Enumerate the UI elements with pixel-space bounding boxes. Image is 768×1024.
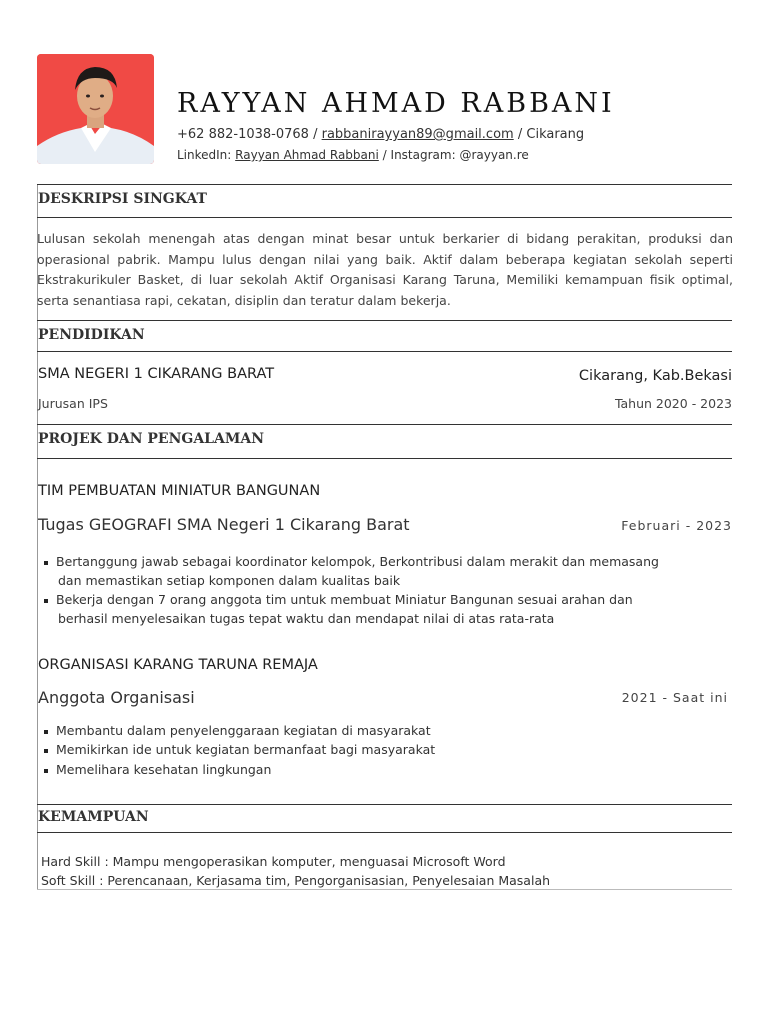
social-line: LinkedIn: Rayyan Ahmad Rabbani / Instagram: @rayyan.re <box>177 148 529 162</box>
project-heading: ORGANISASI KARANG TARUNA REMAJA <box>38 657 318 673</box>
major: Jurusan IPS <box>38 396 108 411</box>
soft-skill: Soft Skill : Perencanaan, Kerjasama tim, Pengorganisasian, Penyelesaian Masalah <box>41 873 551 888</box>
school-location: Cikarang, Kab.Bekasi <box>578 368 732 384</box>
list-item: Memikirkan ide untuk kegiatan bermanfaat bagi masyarakat <box>44 740 435 759</box>
project-role: Anggota Organisasi <box>38 688 195 707</box>
profile-photo <box>37 54 154 164</box>
list-item: Memelihara kesehatan lingkungan <box>44 760 271 779</box>
summary-text: Lulusan sekolah menengah atas dengan minat besar untuk berkarier di bidang perakitan, produksi dan operasional pabrik. Mampu lulus dengan nilai yang baik. Aktif dalam beberapa kegiatan sekolah seperti Ekstrakurikuler Basket, di luar sekolah Aktif Organisasi Karang Taruna, Memiliki kemampuan fisik optimal, serta senantiasa rapi, cekatan, disiplin dan teratur dalam bekerja. <box>37 231 733 308</box>
instagram-handle: @rayyan.re <box>459 148 529 162</box>
divider <box>37 351 732 352</box>
phone-number: +62 882-1038-0768 <box>177 127 309 142</box>
divider <box>37 320 732 321</box>
project-heading: TIM PEMBUATAN MINIATUR BANGUNAN <box>38 483 321 499</box>
divider <box>37 424 732 425</box>
project-date: 2021 - Saat ini <box>621 690 728 705</box>
school-name: SMA NEGERI 1 CIKARANG BARAT <box>38 366 275 382</box>
section-title-projects: PROJEK DAN PENGALAMAN <box>38 431 265 447</box>
project-date: Februari - 2023 <box>621 518 732 533</box>
section-title-summary: DESKRIPSI SINGKAT <box>38 191 207 207</box>
section-title-skills: KEMAMPUAN <box>38 809 149 825</box>
list-item: Bertanggung jawab sebagai koordinator kelompok, Berkontribusi dalam merakit dan memasang <box>44 552 659 571</box>
linkedin-link[interactable]: Rayyan Ahmad Rabbani <box>235 148 379 162</box>
project-role: Tugas GEOGRAFI SMA Negeri 1 Cikarang Barat <box>38 515 410 534</box>
divider <box>37 832 732 833</box>
divider <box>37 804 732 805</box>
list-item-continuation: dan memastikan setiap komponen dalam kualitas baik <box>58 573 401 588</box>
divider <box>37 217 732 218</box>
section-title-education: PENDIDIKAN <box>38 327 145 343</box>
divider <box>37 889 732 890</box>
list-item: Bekerja dengan 7 orang anggota tim untuk membuat Miniatur Bangunan sesuai arahan dan <box>44 590 633 609</box>
contact-line: +62 882-1038-0768 / rabbanirayyan89@gmail.com / Cikarang <box>177 127 585 142</box>
candidate-name: RAYYAN AHMAD RABBANI <box>177 88 615 119</box>
list-item: Membantu dalam penyelenggaraan kegiatan di masyarakat <box>44 721 431 740</box>
divider <box>37 184 732 185</box>
hard-skill: Hard Skill : Mampu mengoperasikan komputer, menguasai Microsoft Word <box>41 854 506 869</box>
education-years: Tahun 2020 - 2023 <box>614 396 732 411</box>
email-link[interactable]: rabbanirayyan89@gmail.com <box>321 127 514 142</box>
city: Cikarang <box>526 127 585 142</box>
divider <box>37 458 732 459</box>
list-item-continuation: berhasil menyelesaikan tugas tepat waktu dan mendapat nilai di atas rata-rata <box>58 611 555 626</box>
